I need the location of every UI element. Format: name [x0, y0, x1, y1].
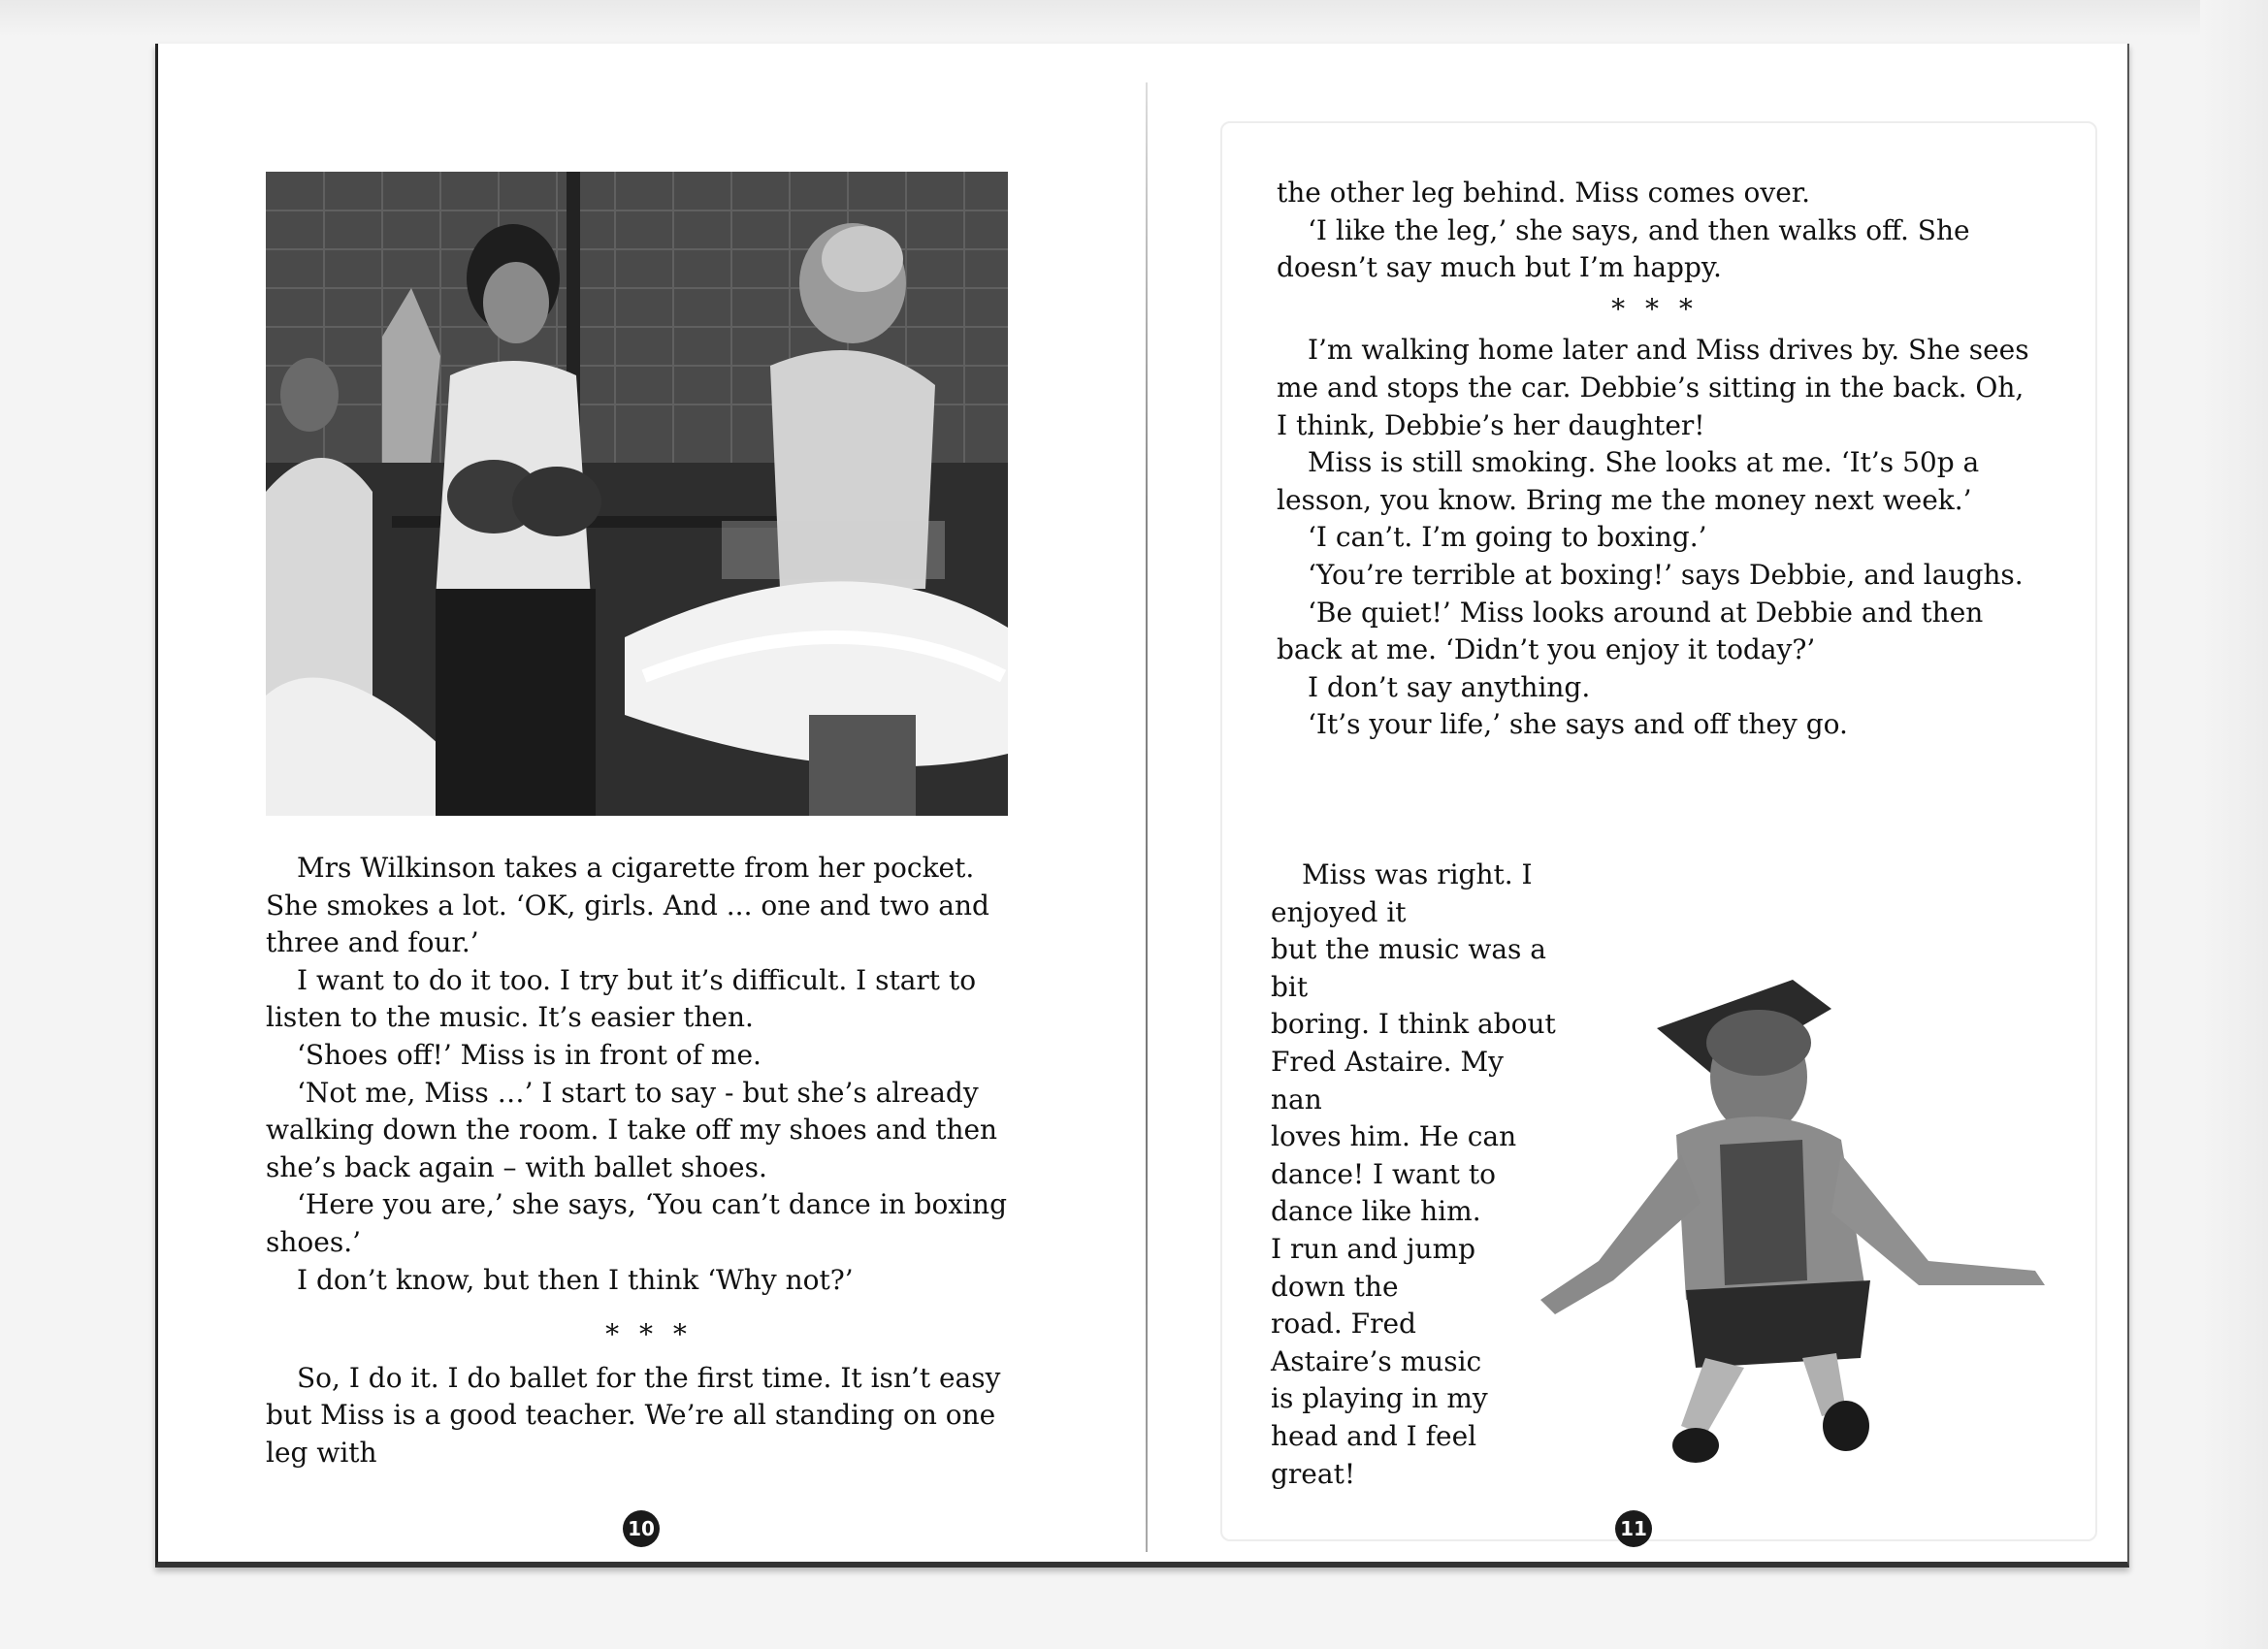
text-line: dance! I want to [1271, 1157, 1496, 1190]
paragraph: the other leg behind. Miss comes over. [1277, 177, 1810, 209]
text-line: dance like him. [1271, 1195, 1481, 1228]
left-page-text [266, 850, 1032, 1472]
text-line: boring. I think about [1271, 1008, 1556, 1041]
text-line: Fred Astaire. My nan [1271, 1045, 1504, 1116]
right-page-text [1277, 175, 2033, 744]
paragraph: I want to do it too. I try but it’s difficult. I start to listen to the music. It’s easier then. [266, 963, 977, 1034]
paragraph: ‘Not me, Miss …’ I start to say - but she’s already walking down the room. I take off my shoes and then she’s back again – with ballet shoes. [266, 1076, 998, 1183]
ballet-class-photo [266, 172, 1008, 816]
text-line: Astaire’s music [1271, 1344, 1482, 1377]
paragraph: ‘It’s your life,’ she says and off they go. [1308, 708, 1848, 741]
text-line: head and I feel great! [1271, 1419, 1477, 1490]
section-separator: * * * [1611, 292, 1699, 325]
text-line: loves him. He can [1271, 1120, 1517, 1153]
scan-edge [0, 0, 2268, 37]
paragraph: I’m walking home later and Miss drives by. She sees me and stops the car. Debbie’s sitting in the back. Oh, I think, Debbie’s her daughter! [1277, 334, 2029, 441]
booklet-spread [155, 44, 2129, 1568]
paragraph: So, I do it. I do ballet for the first time. It isn’t easy but Miss is a good teacher. We’re all standing on one leg with [266, 1361, 1001, 1469]
paragraph: ‘I can’t. I’m going to boxing.’ [1308, 521, 1707, 554]
text-line: down the [1271, 1270, 1399, 1303]
paragraph: ‘I like the leg,’ she says, and then walks off. She doesn’t say much but I’m happy. [1277, 213, 1970, 284]
paragraph: I don’t know, but then I think ‘Why not?’ [297, 1263, 854, 1296]
spine-fold [1146, 82, 1148, 1552]
paragraph: Mrs Wilkinson takes a cigarette from her pocket. She smokes a lot. ‘OK, girls. And ... one and two and three and four.’ [266, 852, 989, 959]
scan-edge-right [2200, 0, 2268, 1649]
paragraph: ‘Shoes off!’ Miss is in front of me. [297, 1038, 761, 1071]
text-line: I run and jump [1271, 1232, 1476, 1265]
paragraph: I don’t say anything. [1308, 670, 1591, 703]
section-separator: * * * [605, 1318, 693, 1351]
paragraph: ‘You’re terrible at boxing!’ says Debbie, and laughs. [1308, 558, 2024, 591]
text-line: but the music was a bit [1271, 933, 1546, 1003]
paragraph: ‘Be quiet!’ Miss looks around at Debbie and then back at me. ‘Didn’t you enjoy it today?’ [1277, 596, 1984, 666]
paragraph: Miss is still smoking. She looks at me. ‘It’s 50p a lesson, you know. Bring me the money next week.’ [1277, 446, 1980, 516]
text-line: is playing in my [1271, 1382, 1488, 1415]
page-number: 11 [1615, 1510, 1652, 1547]
text-line: Miss was right. I enjoyed it [1271, 858, 1533, 928]
paragraph: ‘Here you are,’ she says, ‘You can’t dance in boxing shoes.’ [266, 1188, 1008, 1258]
page-number: 10 [623, 1510, 660, 1547]
text-line: road. Fred [1271, 1308, 1416, 1341]
jumping-boy-photo [1511, 970, 2093, 1474]
